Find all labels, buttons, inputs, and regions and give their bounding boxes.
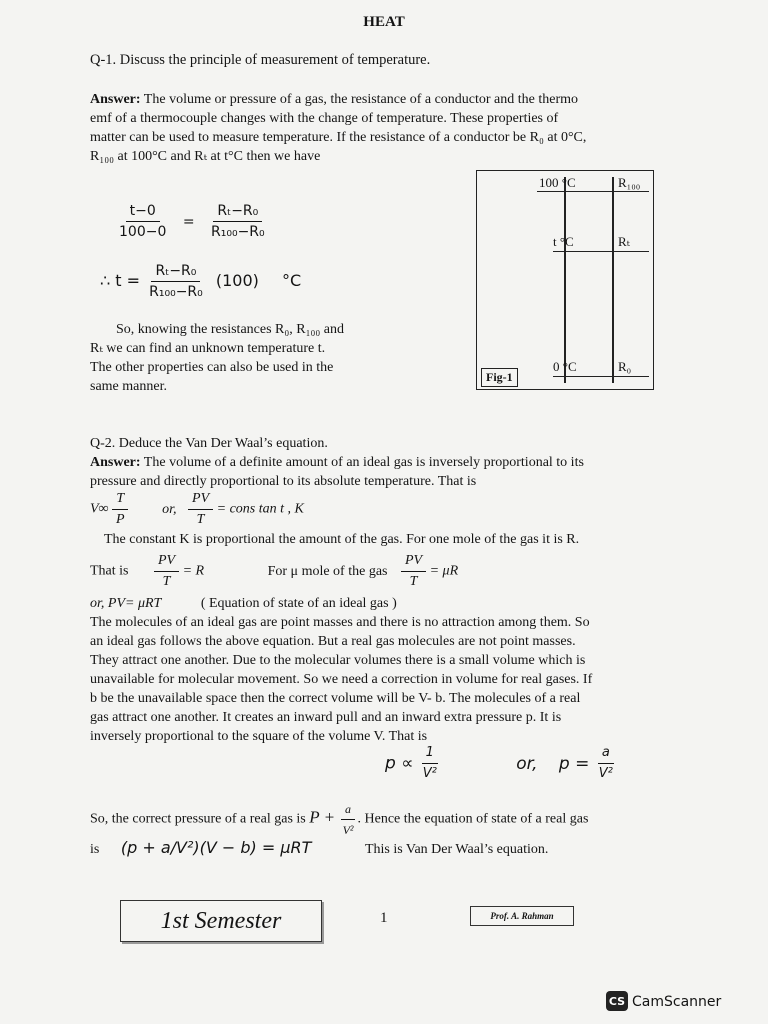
equation-2 — [100, 262, 301, 301]
figure-left-rod — [564, 177, 566, 383]
thatis-rhs: = R — [182, 563, 205, 579]
q2-body-line-3: unavailable for molecular movement. So we need a correction in volume for real gases. If — [90, 672, 593, 687]
figure-line-t — [553, 251, 649, 252]
eq1-equals: = — [182, 213, 195, 230]
thatis-rhs2: = μR — [429, 563, 459, 579]
author-stamp: Prof. A. Rahman — [470, 906, 574, 926]
figure-label-r100: R₁₀₀ — [618, 175, 641, 190]
q2-body-line-0: The molecules of an ideal gas are point masses and there is no attraction among them. So — [90, 615, 590, 630]
q2-answer-line-0: The volume of a definite amount of an ideal gas is inversely proportional to its — [143, 455, 584, 470]
thatis-den2: T — [409, 574, 418, 589]
semester-label: 1st Semester — [120, 900, 322, 942]
q2-body-line-2: They attract one another. Due to the molecular volumes there is a small volume which is — [90, 653, 586, 668]
eq-p-den2: V² — [598, 766, 613, 781]
eq-prop-frac-1 — [112, 490, 129, 529]
eq-p-num: 1 — [422, 744, 438, 764]
figure-label-100c: 100 °C — [539, 175, 576, 190]
figure-label-0c: 0 °C — [553, 359, 577, 374]
eq-prop-den: P — [116, 512, 125, 527]
camscanner-text: CamScanner — [632, 994, 722, 1010]
eq-p-num2: a — [598, 744, 614, 764]
eq2-factor: (100) — [215, 271, 259, 290]
or-line — [90, 594, 397, 613]
q2-body-line-5: gas attract one another. It creates an inward pull and an inward extra pressure p. It is — [90, 710, 562, 725]
figure-label-rt: Rₜ — [618, 234, 630, 249]
eq-p-den: V² — [422, 766, 437, 781]
van-der-waals-equation: (p + a/V²)(V − b) = μRT — [120, 838, 312, 857]
q1-answer-line-1: emf of a thermocouple changes with the change of temperature. These properties of — [90, 111, 559, 126]
correct-pressure-frac — [339, 800, 358, 839]
or-line-equation: or, PV= μRT — [90, 596, 162, 611]
figure-line-100 — [537, 191, 649, 192]
q2-body — [90, 613, 690, 746]
eq-prop-num2: PV — [188, 490, 213, 510]
eq1-lhs-num: t−0 — [126, 202, 160, 222]
thatis-num: PV — [154, 552, 179, 572]
q1-answer-line-0: The volume or pressure of a gas, the resistance of a conductor and the thermo — [143, 92, 579, 107]
final-label: This is Van Der Waal’s equation. — [364, 842, 549, 857]
q1-conclusion-line-3: same manner. — [90, 379, 167, 394]
eq2-den: R₁₀₀−R₀ — [149, 284, 203, 300]
equation-proportional — [90, 490, 304, 529]
that-is-label: That is — [90, 563, 129, 579]
correct-pressure-line — [90, 800, 690, 839]
q2-answer-label: Answer: — [90, 455, 141, 470]
equation-p — [385, 744, 617, 783]
eq-p-frac-1 — [419, 744, 441, 783]
eq-prop-num: T — [112, 490, 128, 510]
eq-prop-lhs: V∞ — [90, 501, 109, 517]
q1-answer-line-2: matter can be used to measure temperature. If the resistance of a conductor be R₀ at 0°C, — [90, 130, 587, 145]
eq-prop-frac-2 — [188, 490, 213, 529]
eq-prop-rhs: = cons tan t , K — [216, 501, 304, 517]
final-is: is — [90, 842, 100, 857]
eq1-rhs-den: R₁₀₀−R₀ — [211, 224, 265, 240]
eq1-lhs-den: 100−0 — [119, 224, 167, 240]
question-2: Q-2. Deduce the Van Der Waal’s equation. — [90, 436, 328, 451]
q1-conclusion-line-0: So, knowing the resistances R₀, R₁₀₀ and — [116, 322, 344, 337]
thatis-for-label: For μ mole of the gas — [267, 563, 388, 579]
thatis-frac-1 — [154, 552, 179, 591]
eq-prop-or: or, — [162, 501, 177, 517]
eq-prop-den2: T — [196, 512, 205, 527]
q1-answer-label: Answer: — [90, 92, 141, 107]
q2-body-line-6: inversely proportional to the square of the volume V. That is — [90, 729, 428, 744]
eq1-rhs-num: Rₜ−R₀ — [213, 202, 262, 222]
figure-right-rod — [612, 177, 614, 383]
thatis-num2: PV — [401, 552, 426, 572]
eq2-num: Rₜ−R₀ — [151, 262, 200, 282]
camscanner-logo-icon: CS — [606, 991, 628, 1011]
eq1-lhs-fraction — [115, 202, 170, 241]
eq-p-frac-2 — [595, 744, 617, 783]
final-equation-line — [90, 838, 548, 858]
page-number: 1 — [380, 910, 388, 926]
q1-conclusion-line-1: Rₜ we can find an unknown temperature t. — [90, 341, 326, 356]
equation-1 — [115, 202, 269, 241]
figure-caption: Fig-1 — [481, 368, 518, 387]
q1-answer-line-3: R₁₀₀ at 100°C and Rₜ at t°C then we have — [90, 149, 321, 164]
page-title: HEAT — [363, 14, 405, 30]
q2-answer-line-1: pressure and directly proportional to its absolute temperature. That is — [90, 474, 477, 489]
eq2-unit: °C — [281, 271, 302, 290]
figure-line-0 — [553, 376, 649, 377]
eq2-prefix: ∴ t = — [100, 271, 141, 290]
thermometer-figure — [476, 170, 654, 390]
that-is-line — [90, 552, 690, 591]
figure-label-r0: R₀ — [618, 359, 632, 374]
or-line-note: ( Equation of state of an ideal gas ) — [200, 596, 397, 611]
q2-body-line-4: b be the unavailable space then the correct volume will be V- b. The molecules of a real — [90, 691, 581, 706]
q1-conclusion — [90, 320, 390, 396]
correct-pressure-den: V² — [342, 823, 354, 837]
correct-pressure-num: a — [341, 800, 355, 820]
correct-pressure-expr: P + — [309, 807, 336, 827]
eq1-rhs-fraction — [207, 202, 269, 241]
correct-pressure-text: So, the correct pressure of a real gas is — [90, 811, 306, 827]
q1-conclusion-line-2: The other properties can also be used in the — [90, 360, 334, 375]
eq-p-lhs2: p = — [558, 753, 590, 774]
thatis-frac-2 — [401, 552, 426, 591]
figure-label-tc: t °C — [553, 234, 574, 249]
constant-line: The constant K is proportional the amount of the gas. For one mole of the gas it is R. — [104, 532, 580, 547]
eq2-fraction — [145, 262, 207, 301]
question-1: Q-1. Discuss the principle of measurement of temperature. — [90, 52, 431, 68]
thatis-den: T — [162, 574, 171, 589]
correct-pressure-after: . Hence the equation of state of a real gas — [357, 811, 589, 827]
q1-answer — [90, 90, 670, 166]
q2-body-line-1: an ideal gas follows the above equation. But a real gas molecules are not point masses. — [90, 634, 576, 649]
eq-p-lhs: p ∝ — [385, 753, 414, 774]
q2-block — [90, 434, 680, 491]
eq-p-or: or, — [516, 753, 538, 774]
